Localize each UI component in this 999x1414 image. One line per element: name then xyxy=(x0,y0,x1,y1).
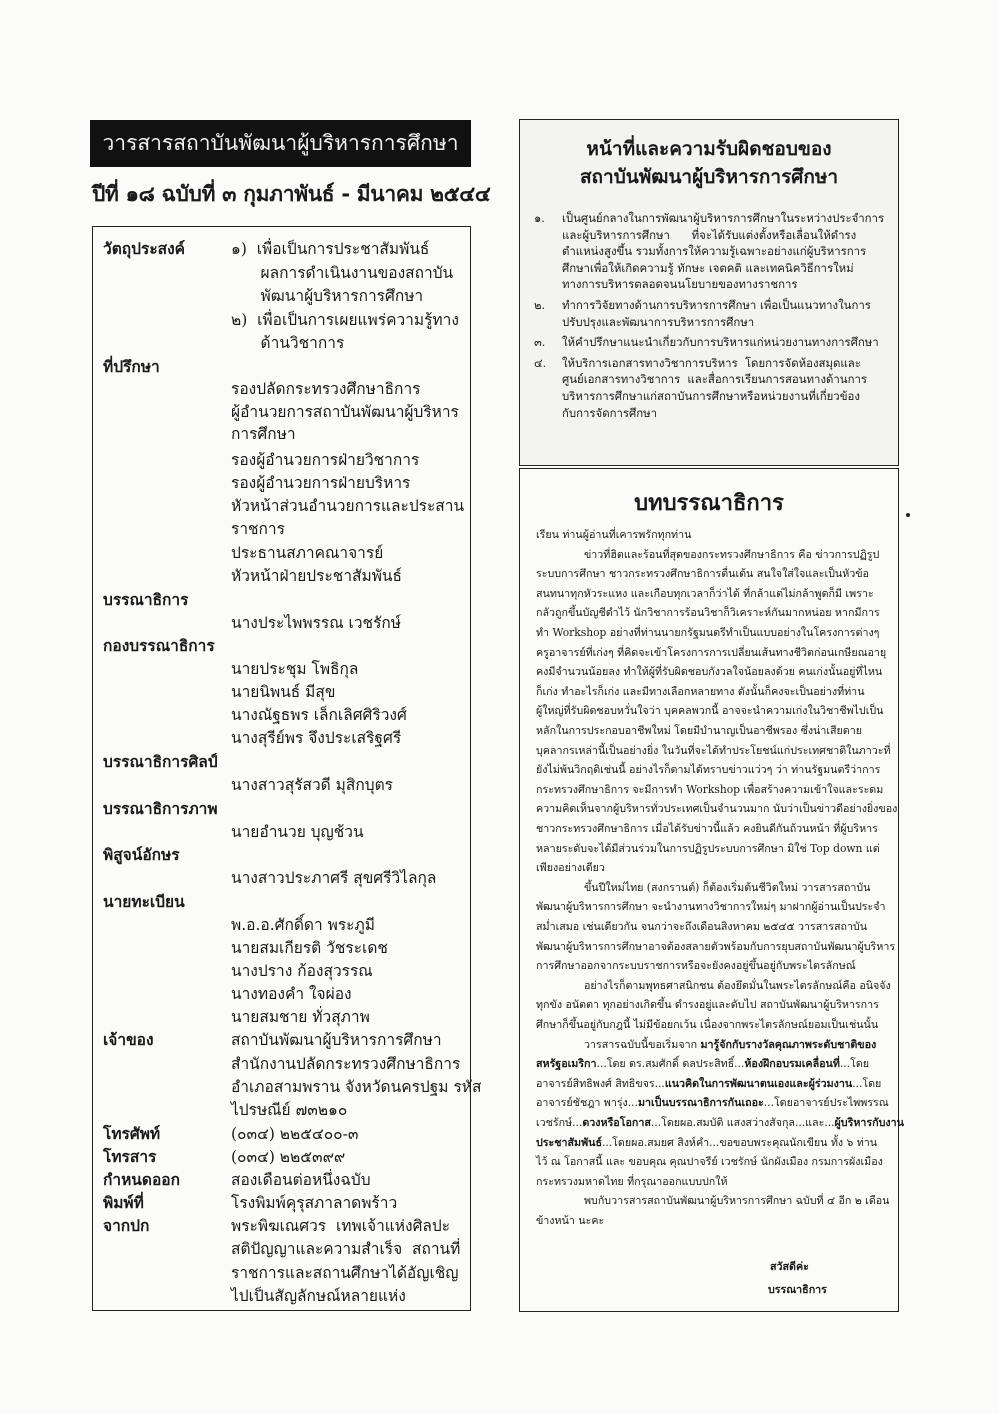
duty-line: และผู้บริหารการศึกษา ที่จะได้รับแต่งตั้งหรือเลื่อนให้ดำรง xyxy=(562,227,857,242)
staff-value: ประธานสภาคณาจารย์ xyxy=(231,544,384,562)
duty-line: ทางการบริหารตลอดจนนโยบายของทางราชการ xyxy=(562,277,798,292)
staff-label: กำหนดออก xyxy=(103,1170,180,1189)
staff-value: นายอำนวย บุญช้วน xyxy=(231,823,364,841)
editorial-line: ศึกษาก็ขึ้นอยู่กับกฎนี้ ไม่มีข้อยกเว้น เนื่องจากพระไตรลักษณ์ยอมเป็นเช่นนั้น xyxy=(536,1018,879,1031)
staff-label: วัตถุประสงค์ xyxy=(103,239,186,258)
staff-value: นางทองคำ ใจผ่อง xyxy=(231,985,352,1003)
editorial-line: สม่ำเสมอ เช่นเดียวกัน จนกว่าจะถึงเดือนสิงหาคม ๒๕๔๕ วารสารสถาบัน xyxy=(536,920,868,933)
editorial-line: อย่างไรก็ตามพุทธศาสนิกชน ต้องยึดมั่นในพระไตรลักษณ์คือ อนิจจัง xyxy=(584,978,891,992)
editorial-line: อาจารย์ชัชฎา พารุ่ง...มาเป็นบรรณาธิการกันเถอะ...โดยอาจารย์ประไพพรรณ xyxy=(536,1096,889,1110)
editorial-line: ทุกขัง อนัตตา ทุกอย่างเกิดขึ้น ดำรงอยู่และดับไป สถาบันพัฒนาผู้บริหารการ xyxy=(536,998,879,1012)
staff-label: พิมพ์ที่ xyxy=(103,1193,144,1212)
duties-heading-2: สถาบันพัฒนาผู้บริหารการศึกษา xyxy=(579,166,839,188)
editorial-line: เวชรักษ์...ดวงหรือโอกาส...โดยผอ.สมบัติ แสงสว่างสัจกุล...และ...ผู้บริหารกับงาน xyxy=(536,1116,904,1129)
editorial-line: ความคิดเห็นจากผู้บริหารทั่วประเทศเป็นจำนวนมาก นับว่าเป็นข่าวดีอย่างยิ่งของ xyxy=(536,802,898,816)
editorial-line: ไว้ ณ โอกาสนี้ และ ขอบคุณ คุณปาจรีย์ เวชรักษ์ นักผังเมือง กรมการผังเมือง xyxy=(536,1155,883,1169)
staff-value: (๐๓๔) ๒๒๕๔๐๐-๓ xyxy=(231,1125,359,1143)
staff-label: บรรณาธิการภาพ xyxy=(103,799,218,818)
duty-line: ตำแหน่งสูงขึ้น รวมทั้งการให้ความรู้เฉพาะอย่างแก่ผู้บริหารการ xyxy=(562,244,867,259)
editorial-box xyxy=(519,468,904,1312)
duty-number: ๑. xyxy=(534,211,545,225)
editorial-line: ระบบการศึกษา ชาวกระทรวงศึกษาธิการตื่นเต้น สนใจใส่ใจและเป็นหัวข้อ xyxy=(536,567,869,581)
duty-line: เป็นศูนย์กลางในการพัฒนาผู้บริหารการศึกษาในระหว่างประจำการ xyxy=(562,211,885,225)
staff-label: บรรณาธิการ xyxy=(103,590,189,609)
duties-box xyxy=(519,119,899,466)
staff-value: ราชการและสถานศึกษาได้อัญเชิญ xyxy=(231,1264,459,1282)
duty-line: ปรับปรุงและพัฒนาการบริหารการศึกษา xyxy=(562,314,755,329)
staff-value: รองปลัดกระทรวงศึกษาธิการ xyxy=(231,380,421,398)
editorial-line: ข้างหน้า นะคะ xyxy=(536,1214,605,1227)
editorial-line: ข่าวที่ฮิตและร้อนที่สุดของกระทรวงศึกษาธิการ คือ ข่าวการปฏิรูป xyxy=(584,547,880,561)
staff-label: โทรสาร xyxy=(103,1147,157,1166)
editorial-line: ชาวกระทรวงศึกษาธิการ เมื่อได้รับข่าวนี้แล้ว คงยินดีกันถ้วนหน้า ที่ผู้บริหาร xyxy=(536,822,878,835)
editorial-line: หลายระดับจะได้มีส่วนร่วมในการปฏิรูประบบการศึกษา มิใช่ Top down แต่ xyxy=(536,841,880,855)
duty-line: ศูนย์เอกสารทางวิชาการ และสื่อการเรียนการสอนทางด้านการ xyxy=(562,372,867,387)
editorial-line: พัฒนาผู้บริหารการศึกษา จะนำงานทางวิชาการใหม่ๆ มาฝากผู้อ่านเป็นประจำ xyxy=(536,900,886,914)
duty-number: ๒. xyxy=(534,298,546,312)
staff-value: พ.อ.อ.ศักดิ์ดา พระภูมี xyxy=(231,916,375,934)
duty-number: ๔. xyxy=(534,355,547,370)
editorial-line: คงมีจำนวนน้อยลง ทำให้ผู้ที่รับผิดชอบกังวลใจน้อยลงด้วย คนเก่งนั้นอยู่ที่ไหน xyxy=(536,665,883,679)
staff-value: ด้านวิชาการ xyxy=(231,334,345,352)
editorial-line: ก็เก่ง ทำอะไรก็เก่ง และมีทางเลือกหลายทาง ดังนั้นก็คงจะเป็นอย่างที่ท่าน xyxy=(536,684,865,698)
staff-label: บรรณาธิการศิลป์ xyxy=(103,752,218,771)
duty-line: กับการจัดการศึกษา xyxy=(562,405,658,420)
staff-value: นางสาวประภาศรี สุขศรีวิไลกุล xyxy=(231,869,437,887)
staff-value: (๐๓๔) ๒๒๕๓๙๙ xyxy=(231,1148,346,1166)
staff-label: โทรศัพท์ xyxy=(103,1124,161,1143)
staff-value: ไปรษณีย์ ๗๓๒๑๐ xyxy=(231,1101,348,1119)
editorial-line: การศึกษาออกจากระบบราชการหรือจะยังคงอยู่ขึ้นอยู่กับพระไตรลักษณ์ xyxy=(536,959,856,973)
staff-label: นายทะเบียน xyxy=(103,892,185,911)
staff-value: หัวหน้าฝ่ายประชาสัมพันธ์ xyxy=(231,567,402,585)
staff-value: อำเภอสามพราน จังหวัดนครปฐม รหัส xyxy=(231,1078,482,1096)
staff-value: สำนักงานปลัดกระทรวงศึกษาธิการ xyxy=(231,1055,461,1073)
staff-value: นายสมเกียรติ วัชระเดช xyxy=(231,939,388,957)
editorial-line: สนทนาทุกหัวระแหง และเกือบทุกเวลาก็ว่าได้ ที่กล้าแต่ไม่กล้าพูดก็มี เพราะ xyxy=(536,586,874,600)
editorial-line: เรียน ท่านผู้อ่านที่เคารพรักทุกท่าน xyxy=(536,528,692,541)
staff-value: นายประชุม โพธิกุล xyxy=(231,660,359,678)
editorial-line: กระทรวงมหาดไทย ที่กรุณาออกแบบปกให้ xyxy=(536,1174,728,1188)
staff-value: รองผู้อำนวยการฝ่ายบริหาร xyxy=(231,474,411,492)
staff-value: นางณัฐธพร เล็กเลิศศิริวงศ์ xyxy=(231,706,407,724)
duty-number: ๓. xyxy=(534,335,546,350)
editorial-sign-title: บรรณาธิการ xyxy=(768,1283,827,1296)
staff-value: ผลการดำเนินงานของสถาบัน xyxy=(231,264,454,282)
staff-label: พิสูจน์อักษร xyxy=(103,845,180,864)
editorial-line: บุคลากรเหล่านี้เป็นอย่างยิ่ง ในวันที่จะได้ทำประโยชน์แก่ประเทศชาติในภาวะที่ xyxy=(536,743,891,757)
editorial-line: สหรัฐอเมริกา...โดย ดร.สมศักดิ์ ดลประสิทธิ์...ห้องฝึกอบรมเคลื่อนที่...โดย xyxy=(536,1057,870,1071)
staff-value: สถาบันพัฒนาผู้บริหารการศึกษา xyxy=(231,1031,442,1049)
staff-value: ไปเป็นสัญลักษณ์หลายแห่ง xyxy=(231,1287,406,1305)
duty-line: ศึกษาเพื่อให้เกิดความรู้ ทักษะ เจตคติ และเทคนิควิธีการใหม่ xyxy=(562,260,854,275)
editorial-sign-greeting: สวัสดีค่ะ xyxy=(770,1260,809,1273)
duty-line: ให้คำปรึกษาแนะนำเกี่ยวกับการบริหารแก่หน่วยงานทางการศึกษา xyxy=(562,335,879,350)
staff-label: กองบรรณาธิการ xyxy=(103,636,215,655)
staff-value: ๒) เพื่อเป็นการเผยแพร่ความรู้ทาง xyxy=(231,311,459,329)
staff-value: สองเดือนต่อหนึ่งฉบับ xyxy=(231,1171,371,1189)
staff-label: เจ้าของ xyxy=(103,1030,154,1049)
editorial-line: พัฒนาผู้บริหารการศึกษาอาจต้องสลายตัวพร้อมกับการยุบสถาบันพัฒนาผู้บริหาร xyxy=(536,939,896,953)
editorial-line: หลักในการประกอบอาชีพใหม่ โดยมีบำนาญเป็นอาชีพรอง ซึ่งน่าเสียดาย xyxy=(536,724,863,737)
editorial-line: เพียงอย่างเดียว xyxy=(536,861,605,875)
editorial-line: ยังไม่พ้นวิกฤติเช่นนี้ อย่างไรก็ตามได้ทราบข่าวแว่วๆ ว่า ท่านรัฐมนตรีว่าการ xyxy=(536,763,881,777)
duty-line: ทำการวิจัยทางด้านการบริหารการศึกษา เพื่อเป็นแนวทางในการ xyxy=(562,298,871,312)
staff-value: ราชการ xyxy=(231,520,285,538)
editorial-line: พบกับวารสารสถาบันพัฒนาผู้บริหารการศึกษา ฉบับที่ ๔ อีก ๒ เดือน xyxy=(584,1194,890,1208)
staff-value: หัวหน้าส่วนอำนวยการและประสาน xyxy=(231,497,465,515)
staff-value: สติปัญญาและความสำเร็จ สถานที่ xyxy=(231,1240,461,1258)
staff-value: พระพิฆเณศวร เทพเจ้าแห่งศิลปะ xyxy=(231,1217,451,1235)
staff-value: โรงพิมพ์คุรุสภาลาดพร้าว xyxy=(231,1194,398,1212)
editorial-line: ขึ้นปีใหม่ไทย (สงกรานต์) ก็ต้องเริ่มต้นชีวิตใหม่ วารสารสถาบัน xyxy=(584,880,871,894)
duties-heading-1: หน้าที่และความรับผิดชอบของ xyxy=(586,138,832,160)
staff-value: รองผู้อำนวยการฝ่ายวิชาการ xyxy=(231,451,420,469)
staff-value: นายสมชาย ทั่วสุภาพ xyxy=(231,1008,370,1026)
staff-label: จากปก xyxy=(103,1216,150,1235)
staff-value: ผู้อำนวยการสถาบันพัฒนาผู้บริหาร xyxy=(231,403,459,421)
issue-line: ปีที่ ๑๘ ฉบับที่ ๓ กุมภาพันธ์ - มีนาคม ๒๕๔๔ xyxy=(92,182,491,206)
staff-value: นางสาวสุรัสวดี มุสิกบุตร xyxy=(231,776,393,794)
editorial-heading: บทบรรณาธิการ xyxy=(634,491,784,516)
staff-value: พัฒนาผู้บริหารการศึกษา xyxy=(231,287,424,305)
editorial-line: ประชาสัมพันธ์...โดยผอ.สมยศ สิงห์คำ...ขอขอบพระคุณนักเขียน ทั้ง ๖ ท่าน xyxy=(536,1135,878,1149)
editorial-line: อาจารย์สิทธิพงศ์ สิทธิขจร...แนวคิดในการพัฒนาตนเองและผู้ร่วมงาน...โดย xyxy=(536,1076,882,1090)
staff-value: นางประไพพรรณ เวชรักษ์ xyxy=(231,614,401,632)
editorial-line: ผู้ใหญ่ที่รับผิดชอบหวั่นใจว่า บุคคลพวกนี้ อาจจะนำความเก่งในวิชาชีพไปเป็น xyxy=(536,704,884,718)
duty-line: ให้บริการเอกสารทางวิชาการบริหาร โดยการจัดห้องสมุดและ xyxy=(562,355,861,370)
editorial-line: ทำ Workshop อย่างที่ท่านนายกรัฐมนตรีทำเป็นแบบอย่างในโครงการต่างๆ xyxy=(536,626,880,639)
editorial-line: กระทรวงศึกษาธิการ จะมีการทำ Workshop เพื่อสร้างความเข้าใจและระดม xyxy=(536,782,884,796)
duty-line: บริหารการศึกษาแก่สถาบันการศึกษาหรือหน่วยงานที่เกี่ยวข้อง xyxy=(562,389,860,403)
staff-box xyxy=(92,226,482,1311)
editorial-line: กลัวถูกขึ้นบัญชีดำไว้ นักวิชาการร้อนวิชาก็วิเคราะห์กันมากหน่อย หากมีการ xyxy=(536,606,880,620)
editorial-line: ครูอาจารย์ที่เก่งๆ ที่คิดจะเข้าโครงการการเปลี่ยนเส้นทางชีวิตก่อนเกษียณอายุ xyxy=(536,645,887,659)
staff-value: การศึกษา xyxy=(231,425,296,443)
staff-value: นางสุรีย์พร จึงประเสริฐศรี xyxy=(231,729,402,747)
staff-value: นายนิพนธ์ มีสุข xyxy=(231,683,336,701)
speck-mark xyxy=(906,513,910,517)
staff-value: ๑) เพื่อเป็นการประชาสัมพันธ์ xyxy=(231,240,430,258)
staff-label: ที่ปรึกษา xyxy=(103,357,160,376)
staff-value: นางปราง ก้องสุวรรณ xyxy=(231,962,373,980)
editorial-line: วารสารฉบับนี้ขอเริ่มจาก มารู้จักกับรางวัลคุณภาพระดับชาติของ xyxy=(584,1037,877,1051)
journal-banner: วารสารสถาบันพัฒนาผู้บริหารการศึกษา xyxy=(90,120,471,167)
